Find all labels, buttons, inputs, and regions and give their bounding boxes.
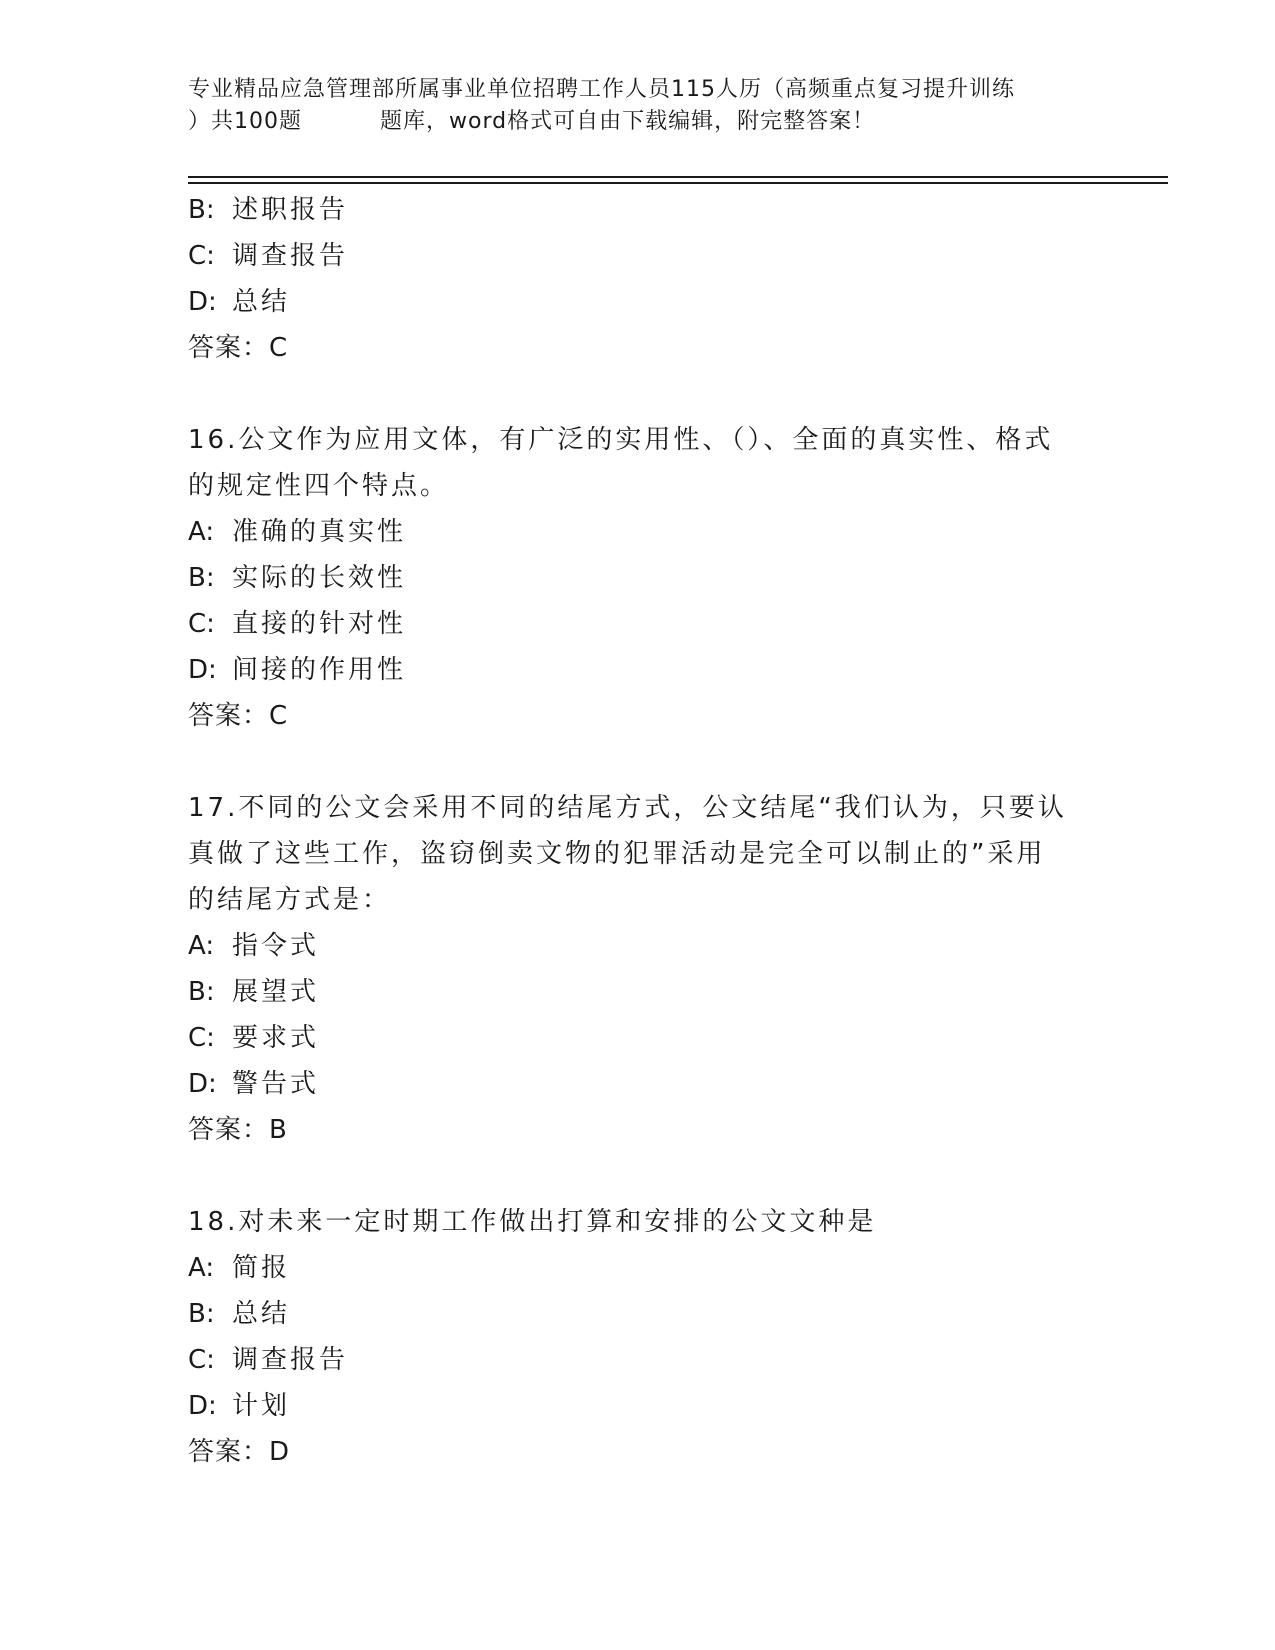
header-title-line2-b: 题库，word格式可自由下载编辑，附完整答案！ bbox=[380, 109, 876, 134]
question-block-16 bbox=[188, 417, 1088, 739]
header-rule-top bbox=[188, 176, 1168, 178]
question-content bbox=[188, 187, 1088, 1475]
answer-line: 答案：D bbox=[188, 1437, 291, 1467]
option-c: C: 调查报告 bbox=[188, 241, 349, 271]
option-d: D: 间接的作用性 bbox=[188, 655, 407, 685]
option-b: B: 述职报告 bbox=[188, 195, 349, 225]
option-d: D: 警告式 bbox=[188, 1069, 320, 1099]
answer-line: 答案：C bbox=[188, 701, 289, 731]
question-block-15 bbox=[188, 187, 1088, 371]
option-b: B: 实际的长效性 bbox=[188, 563, 407, 593]
option-c: C: 要求式 bbox=[188, 1023, 320, 1053]
option-a: A: 准确的真实性 bbox=[188, 517, 407, 547]
option-c: C: 调查报告 bbox=[188, 1345, 349, 1375]
option-a: A: 简报 bbox=[188, 1253, 291, 1283]
option-a: A: 指令式 bbox=[188, 931, 320, 961]
document-header bbox=[188, 74, 1168, 138]
question-stem-line: 18.对未来一定时期工作做出打算和安排的公文文种是 bbox=[188, 1207, 877, 1237]
question-stem-line: 16.公文作为应用文体，有广泛的实用性、（）、全面的真实性、格式 bbox=[188, 425, 1054, 455]
question-stem-line: 真做了这些工作，盗窃倒卖文物的犯罪活动是完全可以制止的”采用 bbox=[188, 839, 1046, 869]
option-b: B: 总结 bbox=[188, 1299, 291, 1329]
question-block-17 bbox=[188, 785, 1088, 1153]
answer-line: 答案：C bbox=[188, 333, 289, 363]
option-d: D: 总结 bbox=[188, 287, 291, 317]
header-title-line2-a: ）共100题 bbox=[188, 109, 302, 134]
header-title-line1: 专业精品应急管理部所属事业单位招聘工作人员115人历（高频重点复习提升训练 bbox=[188, 77, 1015, 102]
option-b: B: 展望式 bbox=[188, 977, 320, 1007]
block-spacer bbox=[188, 371, 1088, 417]
question-stem-line: 的规定性四个特点。 bbox=[188, 471, 450, 501]
header-title-line2 bbox=[188, 106, 1168, 138]
question-block-18 bbox=[188, 1199, 1088, 1475]
block-spacer bbox=[188, 1153, 1088, 1199]
answer-line: 答案：B bbox=[188, 1115, 288, 1145]
option-d: D: 计划 bbox=[188, 1391, 291, 1421]
block-spacer bbox=[188, 739, 1088, 785]
question-stem-line: 的结尾方式是： bbox=[188, 885, 392, 915]
header-rule-bottom bbox=[188, 182, 1168, 184]
option-c: C: 直接的针对性 bbox=[188, 609, 407, 639]
question-stem-line: 17.不同的公文会采用不同的结尾方式，公文结尾“我们认为，只要认 bbox=[188, 793, 1067, 823]
